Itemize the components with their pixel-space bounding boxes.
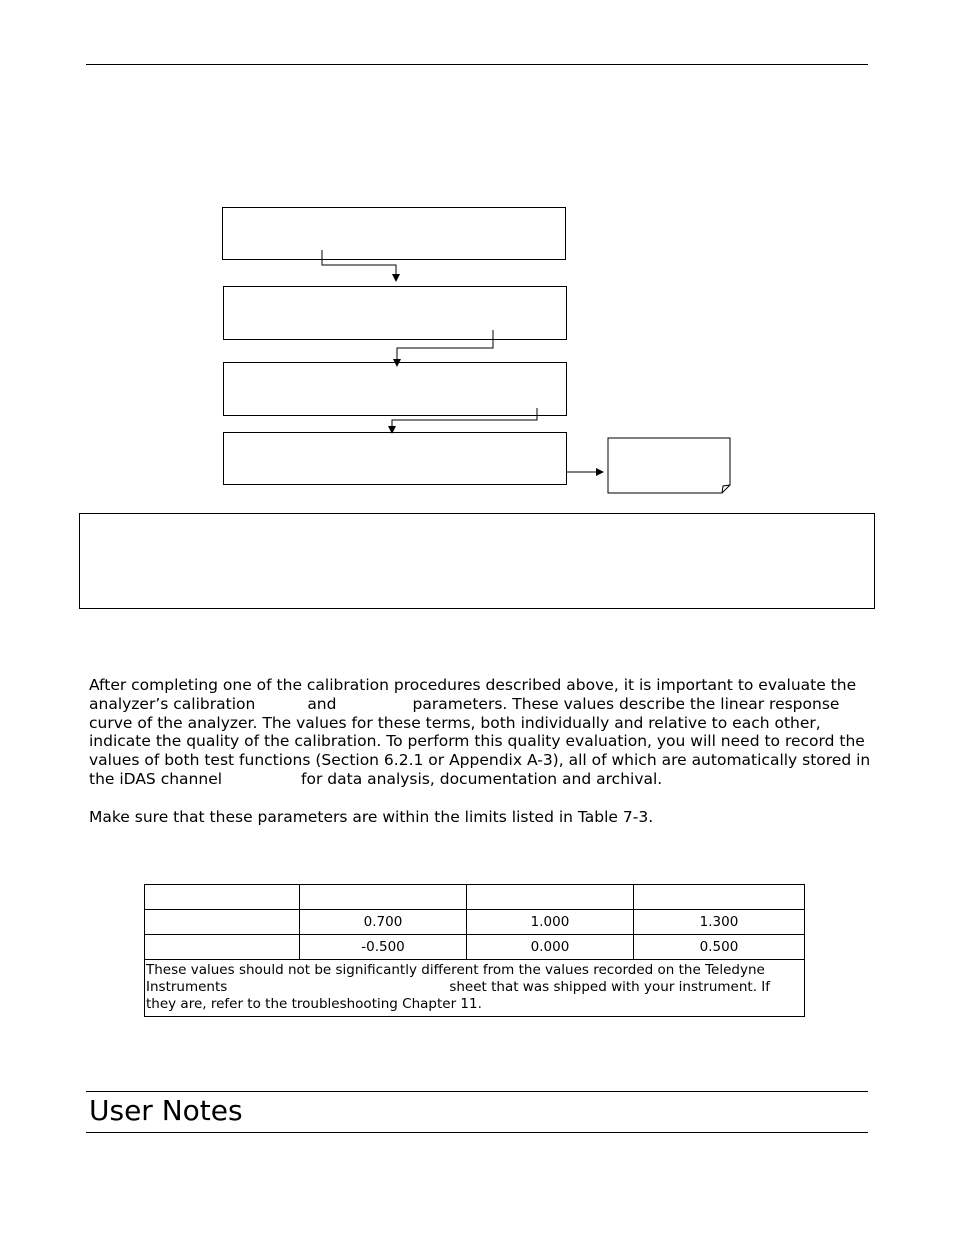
connector-3-4 — [392, 408, 537, 433]
section-rule-top — [86, 1091, 868, 1092]
section-rule-bottom — [86, 1132, 868, 1133]
table-cell: 1.000 — [467, 910, 634, 935]
table-footnote-row — [145, 960, 805, 1017]
document-icon — [608, 438, 730, 493]
table-cell: 0.700 — [300, 910, 467, 935]
paragraph-text-2: parameters. These values describe the linear response curve of the analyzer. The values for these terms, both individually and relative to each other, indicate the quality of the calibration. To perform this quality evaluation, you will need to record the values of both test functions (Section 6.2.1 or Appendix A-3), all of which are automatically stored in the iDAS channel — [89, 694, 871, 788]
note-box — [79, 513, 875, 609]
paragraph-text-and: and — [307, 694, 337, 713]
flowchart-connectors — [0, 0, 954, 520]
table-cell: 0.000 — [467, 935, 634, 960]
header-cell — [634, 885, 805, 910]
table-cell — [145, 935, 300, 960]
footnote-text-2: sheet that was shipped with your instrument. If they are, refer to the troubleshooting Chapter 11. — [146, 979, 771, 1012]
connector-1-2 — [322, 250, 396, 281]
table-cell: -0.500 — [300, 935, 467, 960]
table-cell: 1.300 — [634, 910, 805, 935]
footnote-text-1: These values should not be significantly different from the values recorded on the Teledyne Instruments — [146, 962, 765, 995]
section-title: User Notes — [89, 1094, 243, 1127]
table-row — [145, 910, 805, 935]
table-header-row — [145, 885, 805, 910]
calibration-quality-paragraph — [89, 676, 879, 789]
paragraph-text-1: After completing one of the calibration procedures described above, it is important to evaluate the analyzer’s calibration — [89, 676, 857, 713]
table-row — [145, 935, 805, 960]
paragraph-text-3: for data analysis, documentation and archival. — [301, 769, 663, 788]
connector-2-3 — [397, 330, 493, 366]
header-cell — [467, 885, 634, 910]
header-cell — [145, 885, 300, 910]
table-footnote — [145, 960, 805, 1017]
table-cell — [145, 910, 300, 935]
limits-paragraph: Make sure that these parameters are within the limits listed in Table 7-3. — [89, 808, 654, 826]
calibration-limits-table — [144, 884, 805, 1017]
header-cell — [300, 885, 467, 910]
table-cell: 0.500 — [634, 935, 805, 960]
